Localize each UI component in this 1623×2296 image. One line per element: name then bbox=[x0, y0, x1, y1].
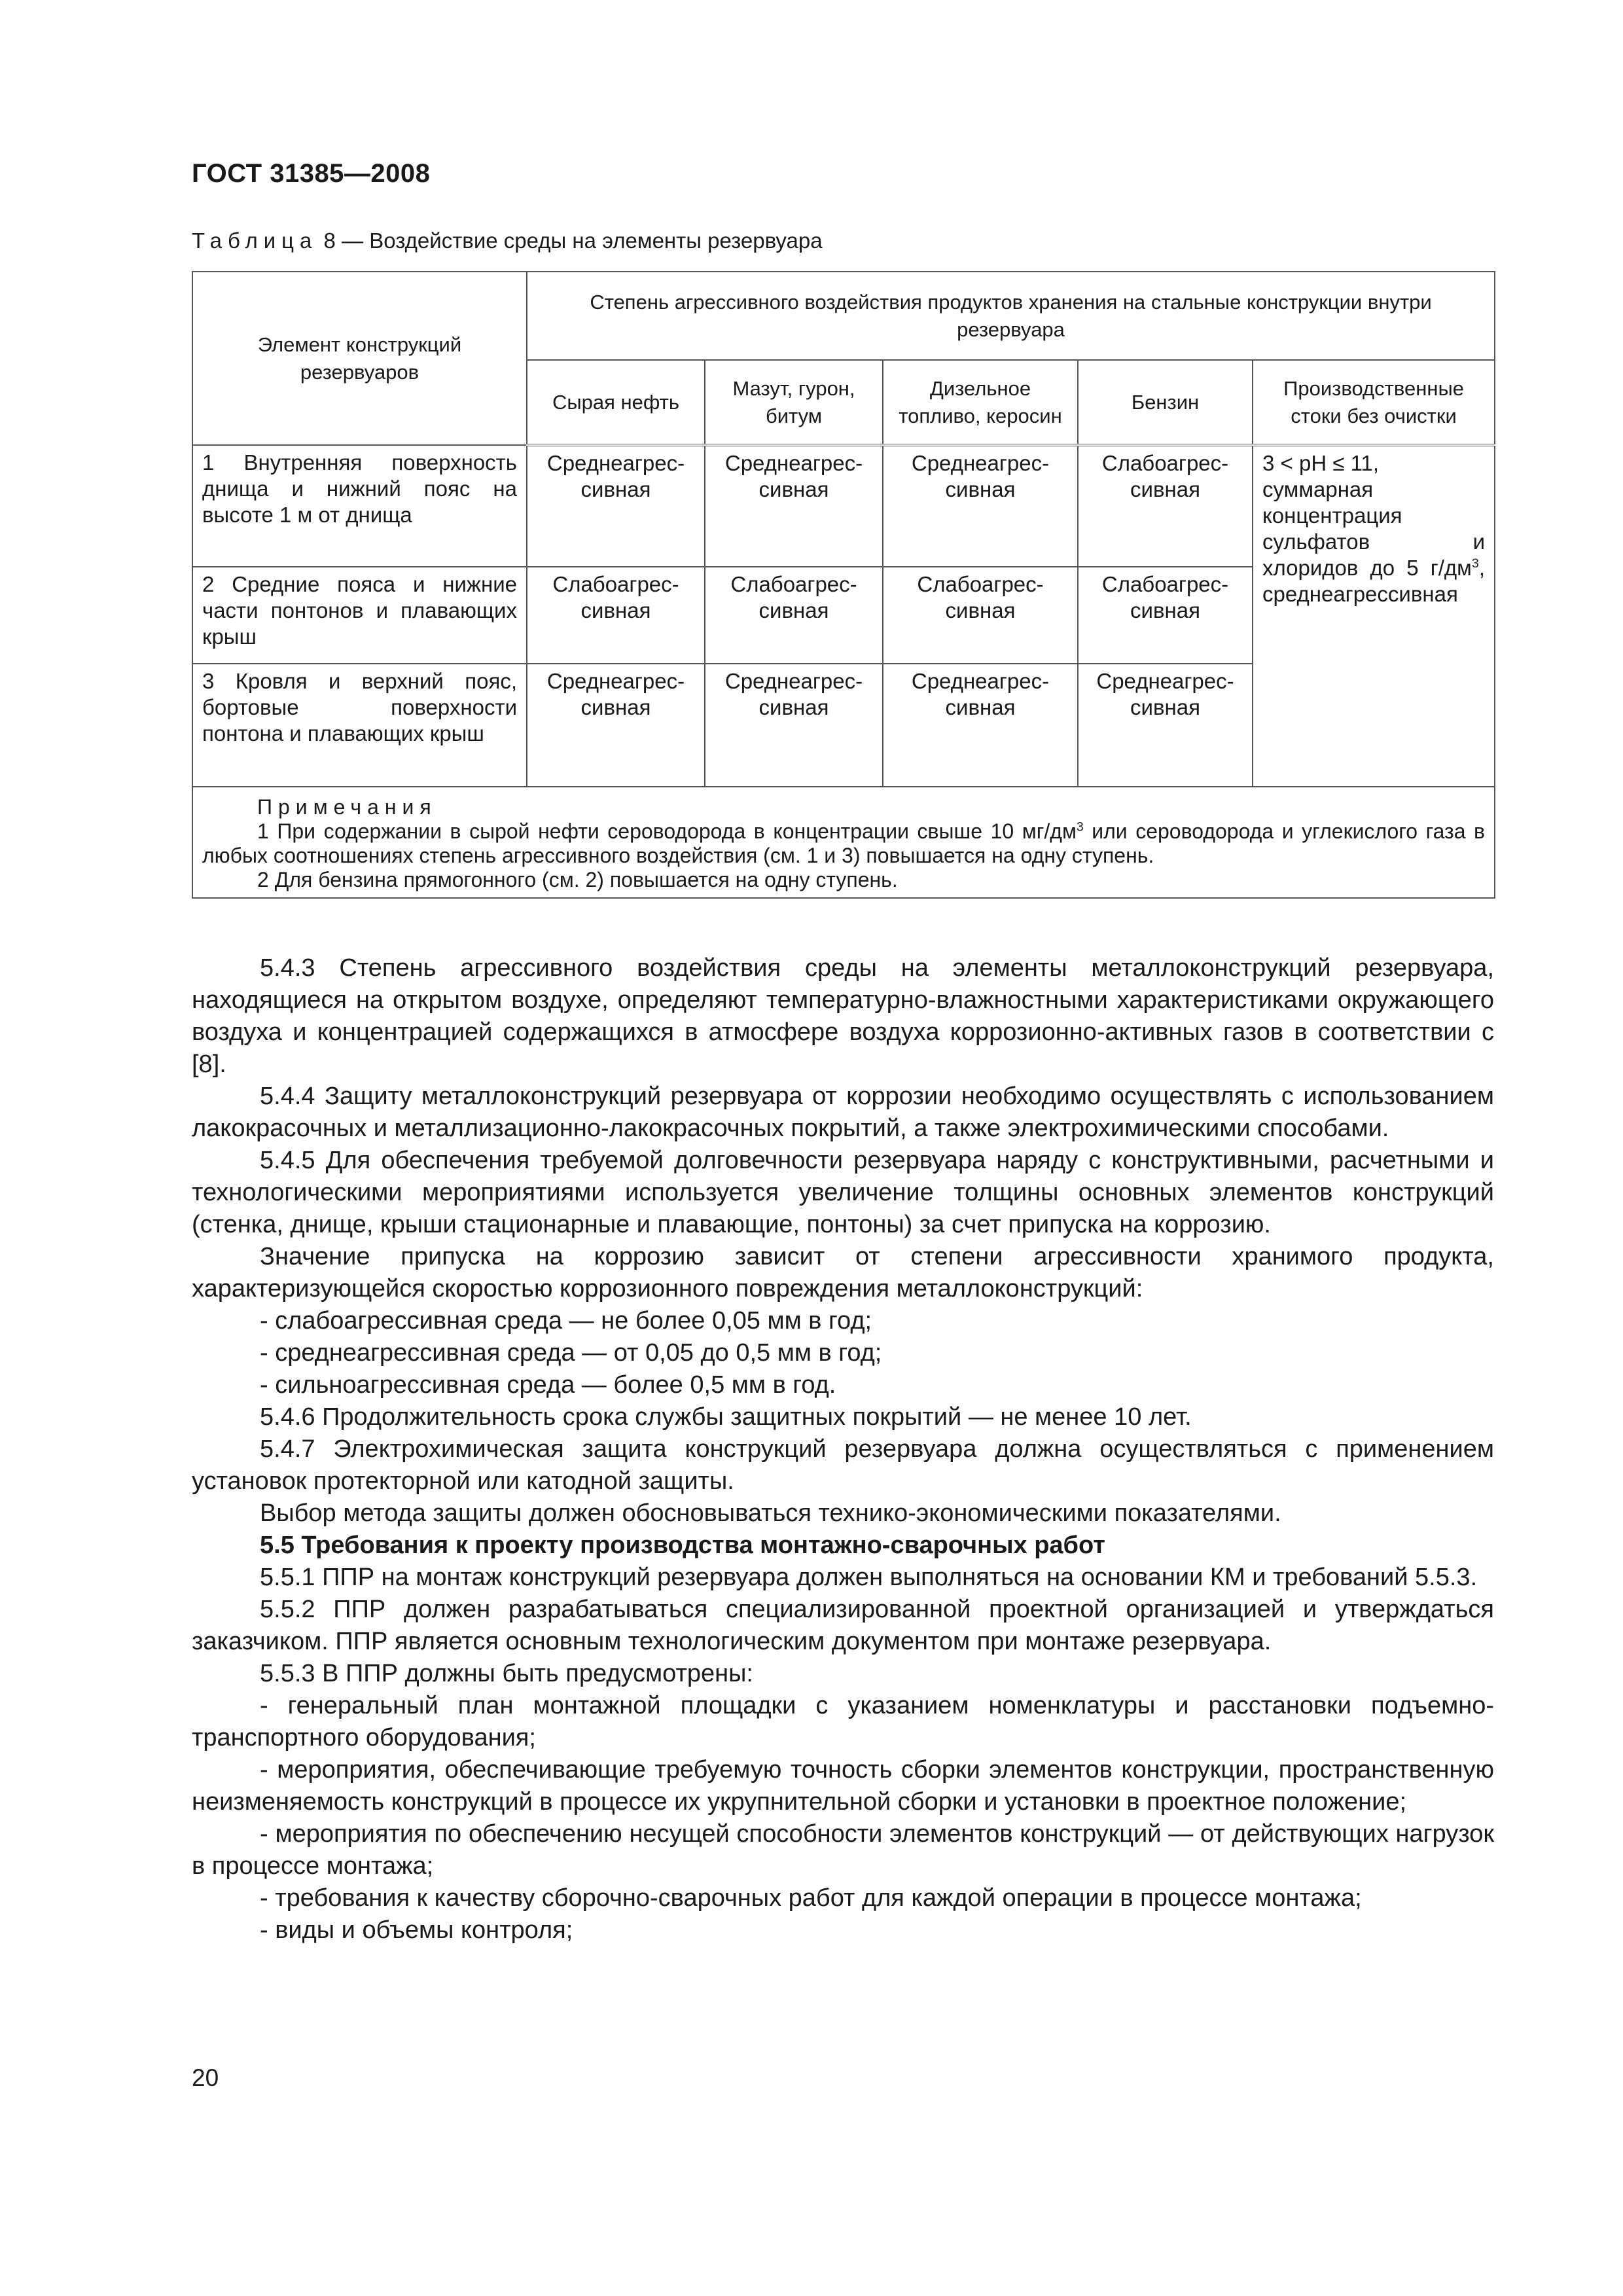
table-cell: Слабоагрес-сивная bbox=[1078, 567, 1253, 664]
note-1-text-cont: или сероводорода и углекислого газа в любых соотношениях степень агрессивного воздействия (см. 1 и 3) повышается на одну ступень. bbox=[202, 819, 1486, 867]
table-notes bbox=[192, 787, 1495, 898]
list-item: - генеральный план монтажной площадки с указанием номенклатуры и расстановки подъемно-транспортного оборудования; bbox=[192, 1692, 1494, 1751]
unit-superscript: 3 bbox=[1471, 556, 1479, 571]
paragraph: 5.4.4 Защиту металлоконструкций резервуара от коррозии необходимо осуществлять с использованием лакокрасочных и металлизационно-лакокрасочных покрытий, а также электрохимическими способами. bbox=[192, 1083, 1494, 1142]
notes-title: Примечания bbox=[257, 795, 437, 819]
list-item: - слабоагрессивная среда — не более 0,05 мм в год; bbox=[260, 1307, 872, 1335]
row-element: 3 Кровля и верхний пояс, бортовые поверхности понтона и плавающих крыш bbox=[192, 664, 527, 787]
header-fuel-oil: Мазут, гурон, битум bbox=[705, 360, 883, 445]
table-cell: Среднеагрес-сивная bbox=[883, 445, 1078, 567]
table-cell: Среднеагрес-сивная bbox=[1078, 664, 1253, 787]
table-cell: Слабоагрес-сивная bbox=[1078, 445, 1253, 567]
table-cell: Среднеагрес-сивная bbox=[527, 445, 705, 567]
paragraph: Значение припуска на коррозию зависит от степени агрессивности хранимого продукта, характеризующейся скоростью коррозионного повреждения металлоконструкций: bbox=[192, 1243, 1494, 1302]
list-item: - мероприятия по обеспечению несущей способности элементов конструкций — от действующих нагрузок в процессе монтажа; bbox=[192, 1820, 1494, 1880]
table-cell: Слабоагрес-сивная bbox=[705, 567, 883, 664]
body-text bbox=[192, 952, 1494, 1946]
table-cell: Среднеагрес-сивная bbox=[705, 445, 883, 567]
list-item: - мероприятия, обеспечивающие требуемую точность сборки элементов конструкции, пространственную неизменяемость конструкций в процессе их укрупнительной сборки и установки в проектное положение; bbox=[192, 1756, 1494, 1816]
paragraph: 5.4.6 Продолжительность срока службы защитных покрытий — не менее 10 лет. bbox=[260, 1403, 1192, 1431]
list-item: - среднеагрессивная среда — от 0,05 до 0,5 мм в год; bbox=[260, 1339, 882, 1367]
list-item: - сильноагрессивная среда — более 0,5 мм в год. bbox=[260, 1371, 836, 1399]
list-item: - виды и объемы контроля; bbox=[260, 1916, 573, 1944]
table-caption-text: 8 — Воздействие среды на элементы резервуара bbox=[317, 228, 823, 253]
header-diesel: Дизельное топливо, керосин bbox=[883, 360, 1078, 445]
table-cell: Среднеагрес-сивная bbox=[705, 664, 883, 787]
paragraph: 5.4.5 Для обеспечения требуемой долговечности резервуара наряду с конструктивными, расчетными и технологическими мероприятиями используется увеличение толщины основных элементов конструкций (стенка, днище, крыши стационарные и плавающие, понтоны) за счет припуска на коррозию. bbox=[192, 1147, 1494, 1238]
paragraph: 5.5.1 ППР на монтаж конструкций резервуара должен выполняться на основании КМ и требований 5.5.3. bbox=[260, 1564, 1478, 1591]
wastewater-cell bbox=[1253, 445, 1495, 787]
header-crude-oil: Сырая нефть bbox=[527, 360, 705, 445]
ph-range: 3 < pH ≤ 11, bbox=[1262, 451, 1380, 475]
table-cell: Среднеагрес-сивная bbox=[527, 664, 705, 787]
note-2: 2 Для бензина прямогонного (см. 2) повышается на одну ступень. bbox=[257, 868, 898, 891]
paragraph: Выбор метода защиты должен обосновываться технико-экономическими показателями. bbox=[260, 1499, 1281, 1527]
header-aggressiveness-group: Степень агрессивного воздействия продуктов хранения на стальные конструкции внутри резервуара bbox=[527, 272, 1495, 360]
standard-header: ГОСТ 31385—2008 bbox=[192, 159, 431, 188]
row-element: 2 Средние пояса и нижние части понтонов и плавающих крыш bbox=[192, 567, 527, 664]
paragraph: 5.5.3 В ППР должны быть предусмотрены: bbox=[260, 1660, 753, 1687]
sulfate-text: суммарная концентрация сульфатов и хлоридов до 5 г/дм bbox=[1262, 477, 1486, 580]
aggressiveness-text: , среднеагрессивная bbox=[1262, 556, 1486, 606]
paragraph: 5.5.2 ППР должен разрабатываться специализированной проектной организацией и утверждаться заказчиком. ППР является основным технологическим документом при монтаже резервуара. bbox=[192, 1596, 1494, 1655]
paragraph: 5.4.7 Электрохимическая защита конструкций резервуара должна осуществляться с применением установок протекторной или катодной защиты. bbox=[192, 1435, 1494, 1495]
header-wastewater: Производственные стоки без очистки bbox=[1253, 360, 1495, 445]
note-1-text: 1 При содержании в сырой нефти сероводорода в концентрации свыше 10 мг/дм bbox=[257, 819, 1077, 843]
table-cell: Слабоагрес-сивная bbox=[883, 567, 1078, 664]
note-1 bbox=[202, 819, 1485, 868]
paragraph: 5.4.3 Степень агрессивного воздействия среды на элементы металлоконструкций резервуара, находящиеся на открытом воздухе, определяют температурно-влажностными характеристиками окружающего воздуха и концентрацией содержащихся в атмосфере воздуха коррозионно-активных газов в соответствии с [8]. bbox=[192, 954, 1494, 1078]
header-gasoline: Бензин bbox=[1078, 360, 1253, 445]
notes-row bbox=[192, 787, 1495, 898]
unit-superscript: 3 bbox=[1076, 820, 1084, 834]
table-row bbox=[192, 445, 1495, 567]
table-cell: Среднеагрес-сивная bbox=[883, 664, 1078, 787]
page-number: 20 bbox=[192, 2064, 219, 2091]
list-item: - требования к качеству сборочно-сварочных работ для каждой операции в процессе монтажа; bbox=[260, 1884, 1362, 1912]
table-caption-word: Таблица bbox=[192, 228, 318, 253]
table-caption bbox=[192, 228, 823, 253]
header-element: Элемент конструкций резервуаров bbox=[192, 272, 527, 445]
environment-impact-table bbox=[192, 271, 1495, 899]
section-heading: 5.5 Требования к проекту производства монтажно-сварочных работ bbox=[260, 1532, 1105, 1559]
table-cell: Слабоагрес-сивная bbox=[527, 567, 705, 664]
row-element: 1 Внутренняя поверхность днища и нижний пояс на высоте 1 м от днища bbox=[192, 445, 527, 567]
